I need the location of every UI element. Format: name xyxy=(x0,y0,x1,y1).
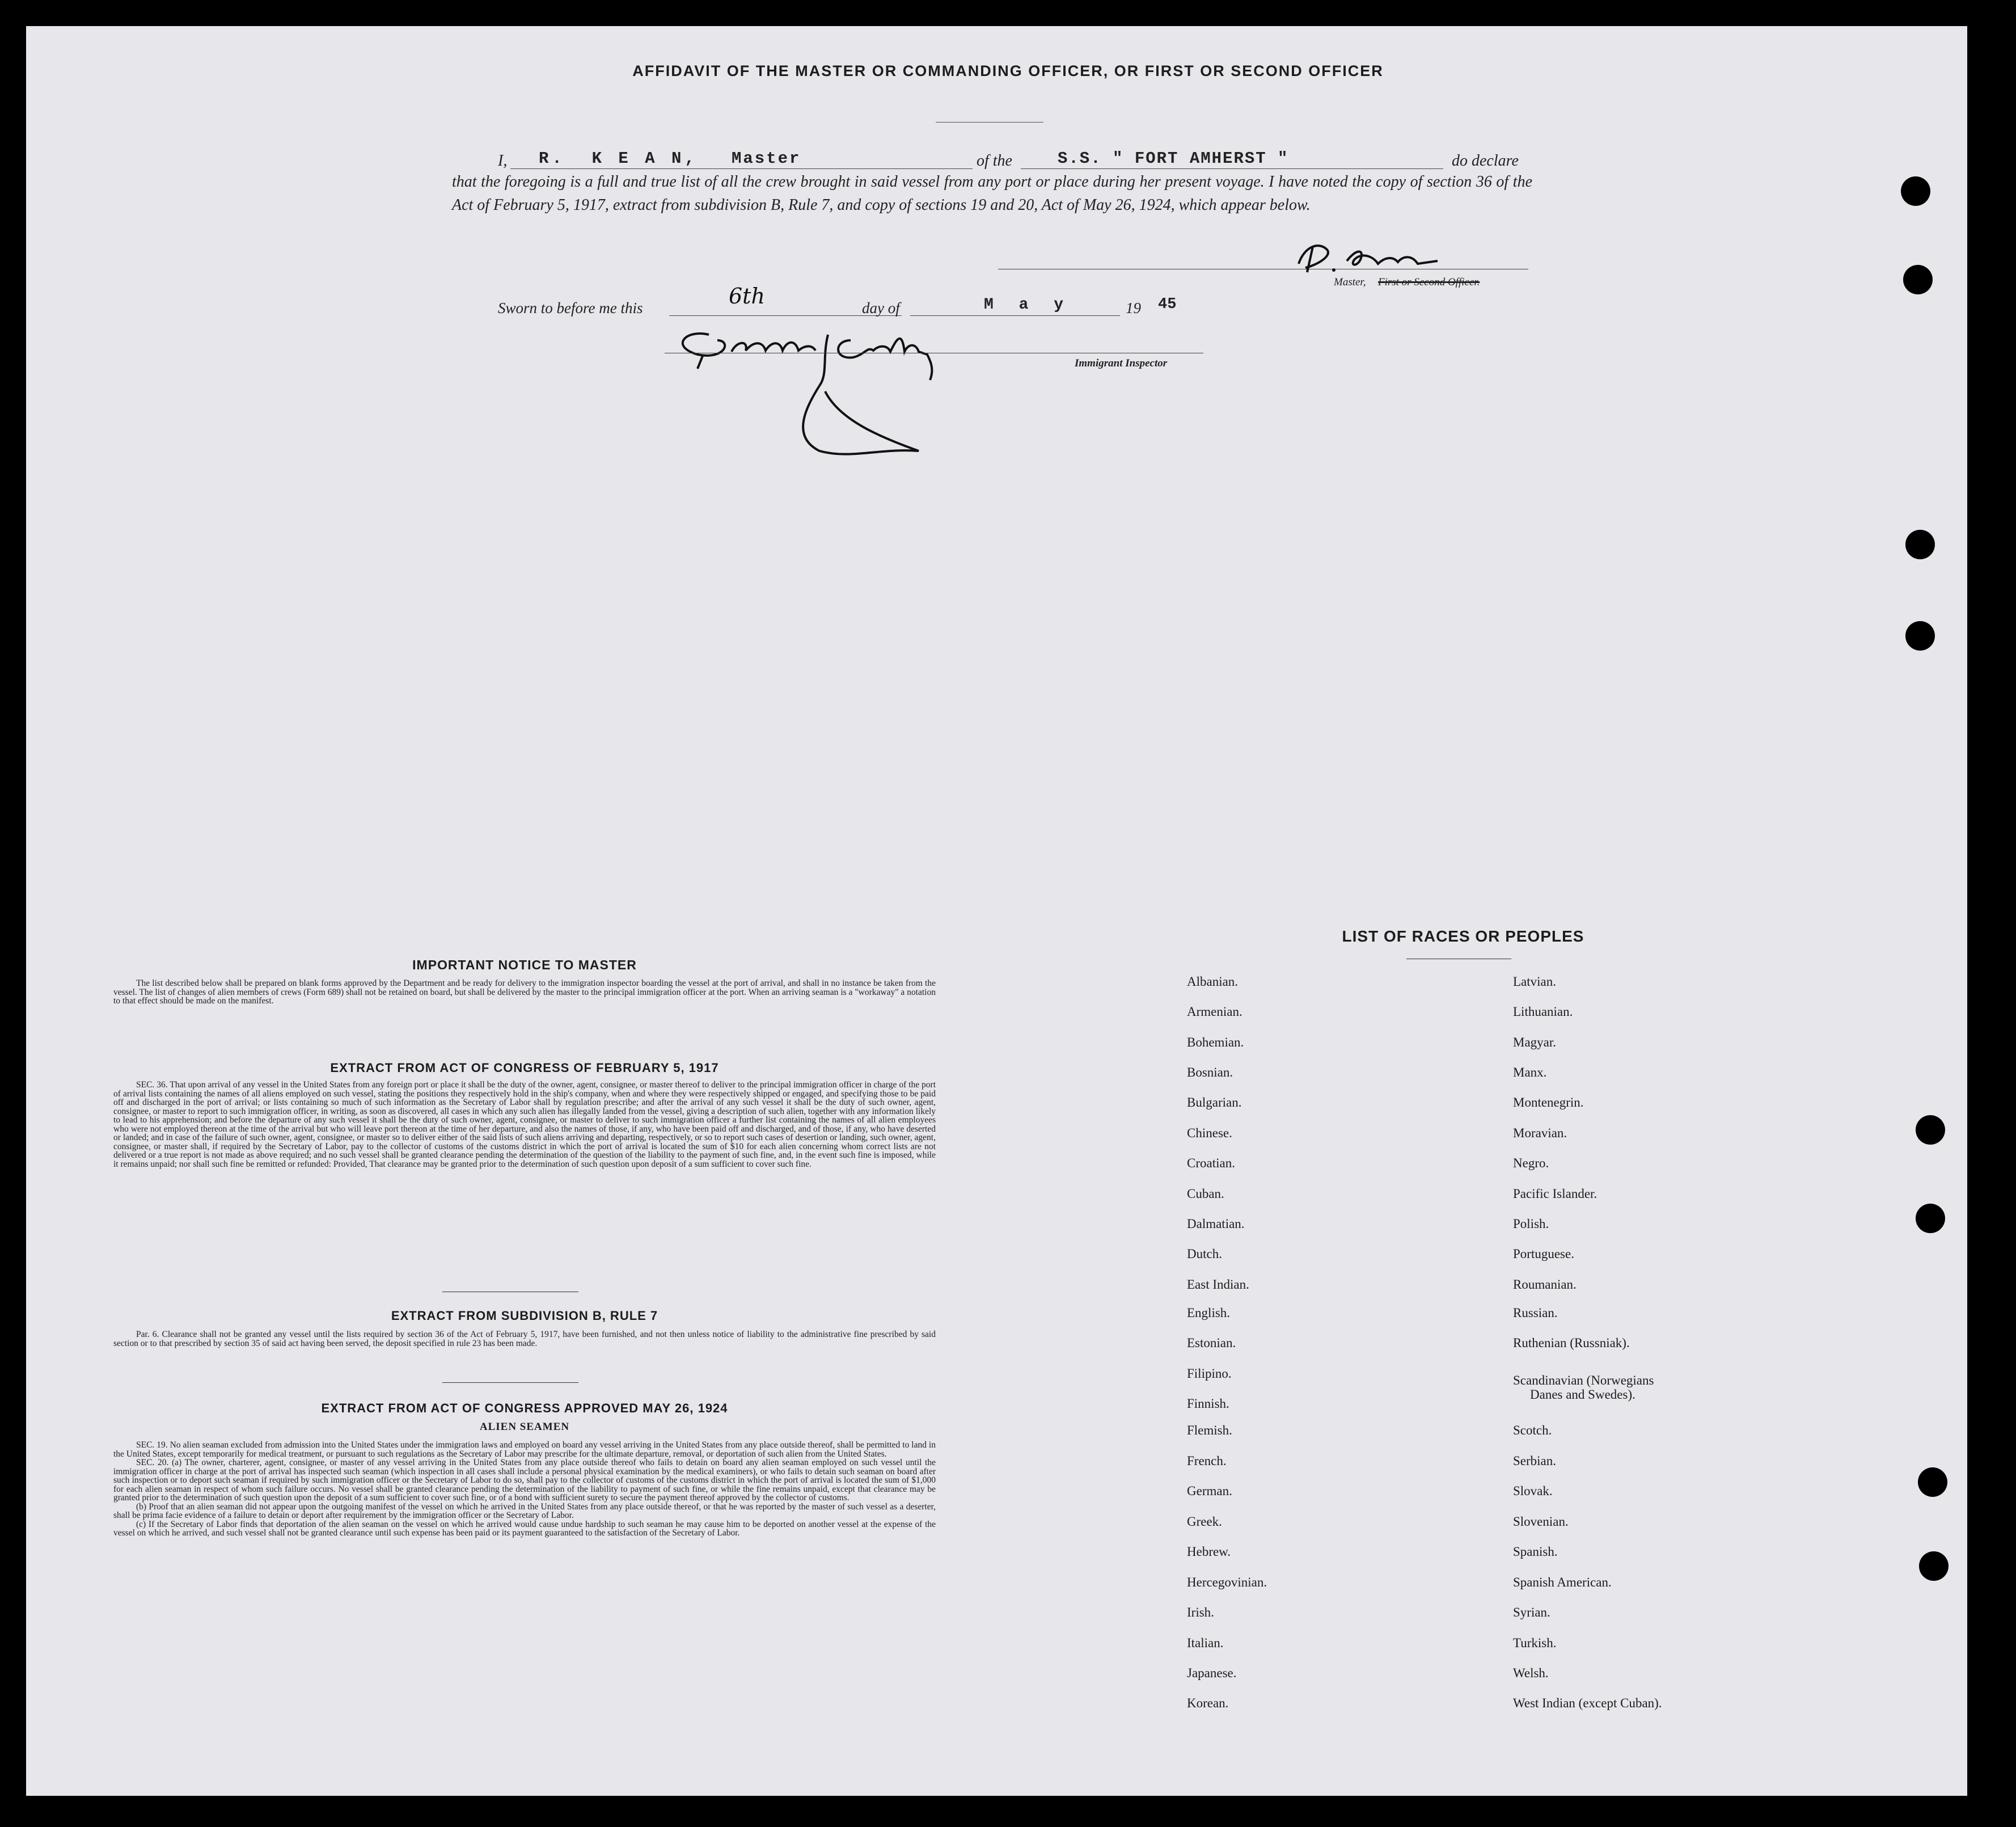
notice-body xyxy=(113,979,936,1006)
notice-title: IMPORTANT NOTICE TO MASTER xyxy=(412,957,637,972)
extract-1924-subtitle: ALIEN SEAMEN xyxy=(479,1421,570,1433)
extract-1924-body xyxy=(113,1441,936,1538)
race-item: Greek. xyxy=(1187,1514,1222,1529)
race-item: English. xyxy=(1187,1306,1231,1320)
race-item: Latvian. xyxy=(1513,974,1556,989)
vessel-name: S.S. " FORT AMHERST " xyxy=(1058,149,1289,168)
race-item: Slovak. xyxy=(1513,1484,1553,1498)
race-item: Bulgarian. xyxy=(1187,1095,1242,1109)
inspector-signature xyxy=(663,306,964,465)
race-item: Slovenian. xyxy=(1513,1514,1569,1529)
race-item: Portuguese. xyxy=(1513,1247,1574,1261)
punch-hole-4 xyxy=(1905,621,1935,651)
punch-hole-8 xyxy=(1919,1551,1949,1581)
race-item: Syrian. xyxy=(1513,1605,1550,1619)
race-item: Estonian. xyxy=(1187,1336,1236,1350)
race-item: West Indian (except Cuban). xyxy=(1513,1696,1662,1710)
extract-1917-text: SEC. 36. That upon arrival of any vessel in the United States from any foreign port or place it shall be the duty of the owner, agent, consignee, or master thereof to deliver to the principal immigration officer in charge of the port of arrival lists containing the names of all aliens employed on such vessel, stating the positions they respectively hold in the ship's company, when and where they were respectively shipped or engaged, and specifying those to be paid off and discharged in the port of arrival; or lists containing so much of such information as the Secretary of Labor shall by regulation prescribe; and after the arrival of any such vessel it shall be the duty of such owner, agent, consignee, or master to report to such immigration officer, in writing, as soon as discovered, all cases in which any such alien has illegally landed from the vessel, giving a description of such alien, together with any information likely to lead to his apprehension; and before the departure of any such vessel it shall be the duty of such owner, agent, consignee, or master to deliver to such immigration officer a further list containing the names of all alien employees who were not employed thereon at the time of the arrival but who will leave port thereon at the time of her departure, and also the names of those, if any, who have been paid off and discharged, and of those, if any, who have deserted or landed; and in case of the failure of such owner, agent, consignee, or master so to deliver either of the said lists of such aliens arriving and departing, respectively, or so to report such cases of desertion or landing, such owner, agent, consignee, or master shall, if required by the Secretary of Labor, pay to the collector of customs of the customs district in which the port of arrival is located the sum of $10 for each alien concerning whom correct lists are not delivered or a true report is not made as above required; and no such vessel shall be granted clearance pending the determination of the question of the liability to the payment of such fine, and, in the event such fine is imposed, while it remains unpaid; nor shall such fine be remitted or refunded: Provided, That clearance may be granted prior to the determination of such question upon deposit of a sum sufficient to cover such fine. xyxy=(113,1080,936,1169)
punch-hole-6 xyxy=(1916,1204,1945,1233)
race-item: Korean. xyxy=(1187,1696,1229,1710)
notice-body-text: The list described below shall be prepared on blank forms approved by the Department and be ready for delivery to the immigration inspector boarding the vessel at the port of arrival, and shall in no instance be taken from the vessel. The list of changes of alien members of crews (Form 689) shall not be retained on board, but shall be delivered by the master to the principal immigration officer at the port. When an arriving seaman is a "workaway" a notation to that effect should be made on the manifest. xyxy=(113,978,936,1006)
race-item: Japanese. xyxy=(1187,1666,1237,1680)
master-name: R. K E A N, xyxy=(539,149,698,168)
race-item: Filipino. xyxy=(1187,1366,1232,1381)
race-item: Spanish. xyxy=(1513,1545,1558,1559)
race-item: German. xyxy=(1187,1484,1232,1498)
extract-1924-title: EXTRACT FROM ACT OF CONGRESS APPROVED MAY 26, 1924 xyxy=(321,1401,728,1415)
race-item: Russian. xyxy=(1513,1306,1558,1320)
race-item: Dutch. xyxy=(1187,1247,1222,1261)
race-item: Lithuanian. xyxy=(1513,1005,1573,1019)
officer-caption-struck: First or Second Officer. xyxy=(1378,276,1480,288)
vessel-line xyxy=(1021,168,1443,169)
race-item: Chinese. xyxy=(1187,1126,1232,1140)
sworn-year-prefix: 19 xyxy=(1126,299,1141,317)
race-item: Turkish. xyxy=(1513,1636,1557,1650)
race-item: Scandinavian (Norwegians xyxy=(1513,1373,1654,1387)
race-item: Bosnian. xyxy=(1187,1065,1233,1079)
punch-hole-7 xyxy=(1918,1467,1947,1497)
race-item: Negro. xyxy=(1513,1156,1549,1170)
sec20a-text: SEC. 20. (a) The owner, charterer, agent, consignee, or master of any vessel arriving in the United States from any place outside thereof who fails to detain on board any alien seaman employed on such vessel until the immigration officer in charge at the port of arrival has inspected such seaman (which inspection in all cases shall include a personal physical examination by the medical examiners), or who fails to detain such seaman on board after such inspection or to deport such seaman if required by such immigration officer or the Secretary of Labor to do so, shall pay to the collector of customs of the customs district in which the port of arrival is located the sum of $1,000 for each alien seaman in respect of whom such failure occurs. No vessel shall be granted clearance pending the determination of the liability to payment of such fine, or while the fine remains unpaid, except that clearance may be granted prior to the determination of such question upon the deposit of a sum sufficient to cover such fine, or of a bond with sufficient surety to secure the payment thereof approved by the collector of customs. xyxy=(113,1458,936,1503)
sec20b-text: (b) Proof that an alien seaman did not appear upon the outgoing manifest of the vessel on which he arrived in the United States from any place outside thereof, or that he was reported by the master of such vessel as a deserter, shall be prima facie evidence of a failure to detain or deport after requirement by the immigration officer or the Secretary of Labor. xyxy=(113,1501,936,1520)
of-the-label: of the xyxy=(977,152,1012,170)
race-item: Ruthenian (Russniak). xyxy=(1513,1336,1630,1350)
race-item: Magyar. xyxy=(1513,1035,1557,1049)
master-signature xyxy=(1293,238,1440,278)
day-of-label: day of xyxy=(862,299,900,317)
master-caption: Master, xyxy=(1334,276,1366,288)
affidavit-title: AFFIDAVIT OF THE MASTER OR COMMANDING OFFICER, OR FIRST OR SECOND OFFICER xyxy=(632,62,1384,79)
race-item: Montenegrin. xyxy=(1513,1095,1584,1109)
race-item: Pacific Islander. xyxy=(1513,1187,1597,1201)
sworn-year-suffix: 45 xyxy=(1158,296,1177,313)
race-item: Roumanian. xyxy=(1513,1277,1577,1292)
race-item: Flemish. xyxy=(1187,1423,1232,1437)
sec20c-text: (c) If the Secretary of Labor finds that deportation of the alien seaman on the vessel on which he arrived would cause undue hardship to such seaman he may cause him to be deported on another vessel at the expense of the vessel on which he arrived, and such vessel shall not be granted clearance until such expense has been paid or its payment guaranteed to the satisfaction of the Secretary of Labor. xyxy=(113,1519,936,1538)
race-item: French. xyxy=(1187,1454,1227,1468)
sec19-text: SEC. 19. No alien seaman excluded from admission into the United States under the immigration laws and employed on board any vessel arriving in the United States from any place outside thereof, shall be permitted to land in the United States, except temporarily for medical treatment, or pursuant to such regulations as the Secretary of Labor may prescribe for the ultimate departure, removal, or deportation of such alien from the United States. xyxy=(113,1440,936,1459)
race-item: Dalmatian. xyxy=(1187,1217,1245,1231)
race-item: Scotch. xyxy=(1513,1423,1552,1437)
race-item: Italian. xyxy=(1187,1636,1224,1650)
race-item: Danes and Swedes). xyxy=(1530,1387,1635,1402)
extract-rule7-title: EXTRACT FROM SUBDIVISION B, RULE 7 xyxy=(391,1309,658,1323)
sworn-month: M a y xyxy=(984,296,1072,314)
race-item: Serbian. xyxy=(1513,1454,1557,1468)
race-item: Spanish American. xyxy=(1513,1575,1612,1589)
do-declare-label: do declare xyxy=(1452,152,1519,170)
race-item: Irish. xyxy=(1187,1605,1214,1619)
race-item: Croatian. xyxy=(1187,1156,1235,1170)
punch-hole-2 xyxy=(1903,265,1933,294)
race-item: East Indian. xyxy=(1187,1277,1249,1292)
race-item: Polish. xyxy=(1513,1217,1549,1231)
race-item: Hercegovinian. xyxy=(1187,1575,1267,1589)
sworn-day-handwritten: 6th xyxy=(729,284,765,309)
race-item: Manx. xyxy=(1513,1065,1547,1079)
i-label: I, xyxy=(498,152,508,170)
race-item: Cuban. xyxy=(1187,1187,1224,1201)
extract-1917-body xyxy=(113,1081,936,1168)
declaration-paragraph: that the foregoing is a full and true list of all the crew brought in said vessel from any port or place during her present voyage. I have noted the copy of section 36 of the Act of February 5, 1917, extract from subdivision B, Rule 7, and copy of sections 19 and 20, Act of May 26, 1924, which appear below. xyxy=(452,173,1532,214)
punch-hole-1 xyxy=(1901,176,1930,206)
race-item: Welsh. xyxy=(1513,1666,1549,1680)
extract-rule7-body xyxy=(113,1330,936,1348)
extract-rule7-text: Par. 6. Clearance shall not be granted any vessel until the lists required by section 36 of the Act of February 5, 1917, have been furnished, and not then unless notice of liability to the administrative fine prescribed by said section or to that prescribed by section 35 of said act having been served, the deposit specified in rule 23 has been made. xyxy=(113,1330,936,1348)
races-title: LIST OF RACES OR PEOPLES xyxy=(1342,927,1584,945)
name-line xyxy=(510,168,973,169)
title-rule xyxy=(936,122,1043,123)
master-role: Master xyxy=(732,149,801,168)
race-item: Bohemian. xyxy=(1187,1035,1244,1049)
punch-hole-5 xyxy=(1916,1115,1945,1145)
race-item: Finnish. xyxy=(1187,1396,1229,1411)
race-item: Armenian. xyxy=(1187,1005,1242,1019)
sworn-label: Sworn to before me this xyxy=(498,299,643,317)
race-item: Hebrew. xyxy=(1187,1545,1231,1559)
extract-1917-title: EXTRACT FROM ACT OF CONGRESS OF FEBRUARY 5, 1917 xyxy=(330,1061,719,1075)
punch-hole-3 xyxy=(1905,530,1935,559)
race-item: Moravian. xyxy=(1513,1126,1567,1140)
divider-2 xyxy=(442,1382,578,1383)
inspector-caption: Immigrant Inspector xyxy=(1075,357,1168,369)
race-item: Albanian. xyxy=(1187,974,1239,989)
